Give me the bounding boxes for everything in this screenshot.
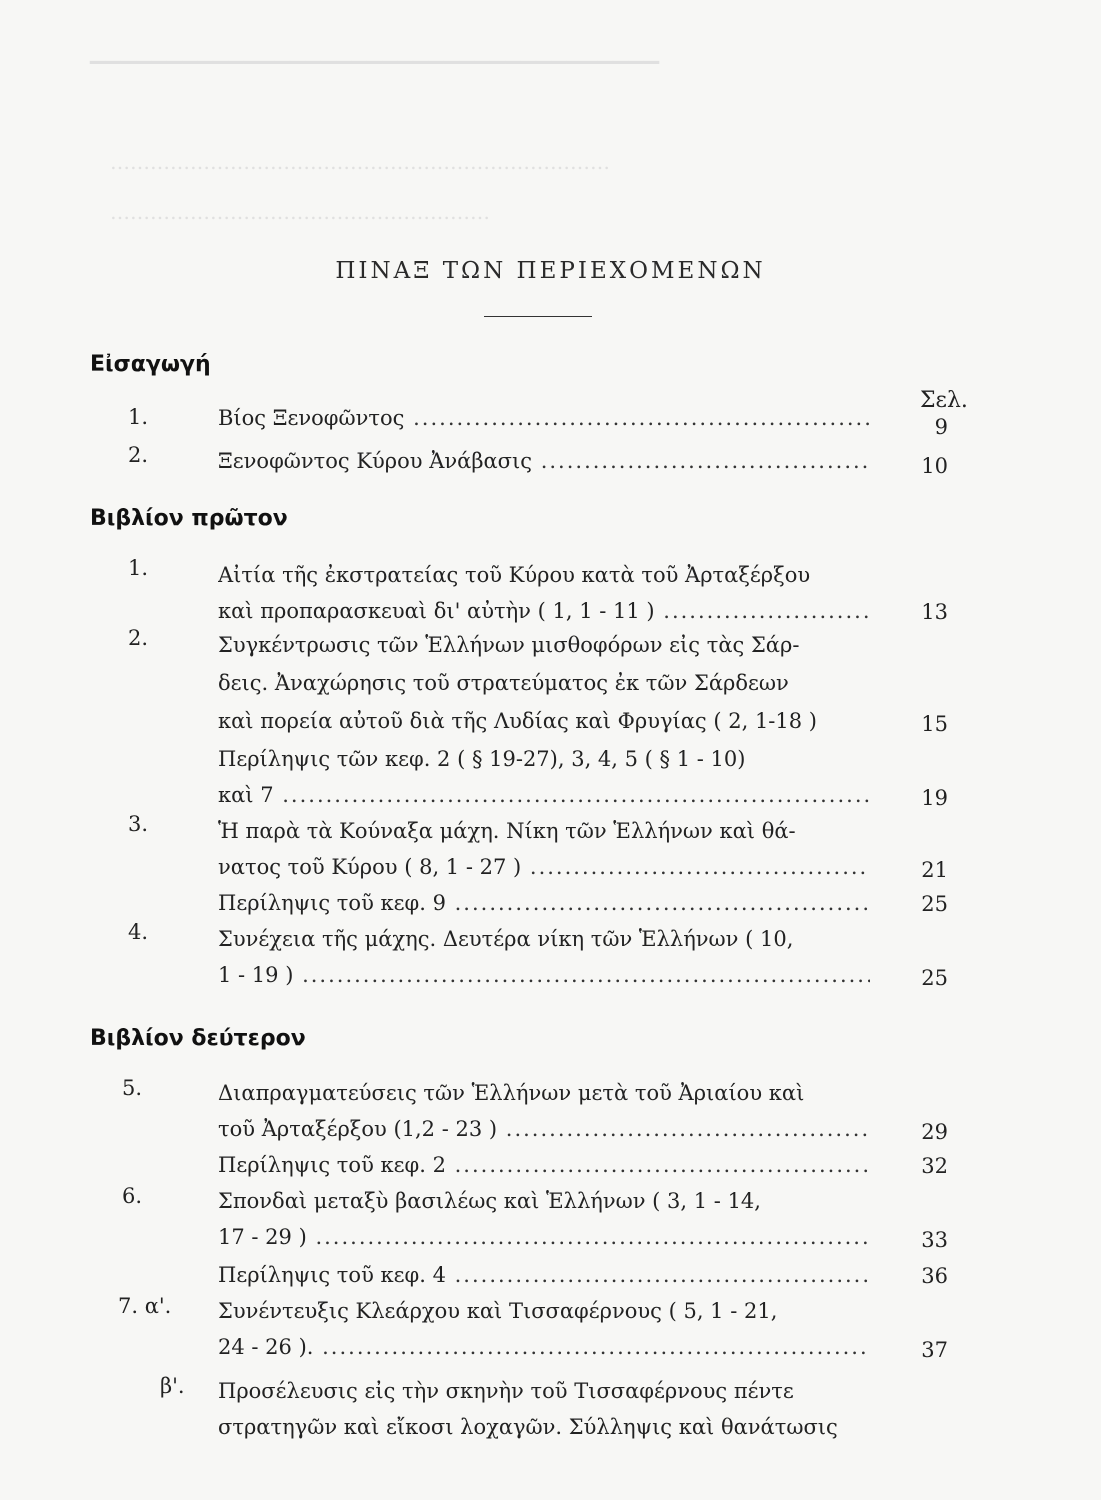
entry-line: 24 - 26 ). ..... — [218, 1332, 870, 1362]
entry-line: Συνέντευξις Κλεάρχου καὶ Τισσαφέρνους ( 5, 1 - 21, — [218, 1299, 778, 1323]
entry-page: 25 — [921, 892, 948, 916]
section-heading-book2: Βιβλίον δεύτερον — [90, 1026, 306, 1051]
entry-line: Διαπραγματεύσεις τῶν Ἑλλήνων μετὰ τοῦ Ἀριαίου καὶ — [218, 1081, 805, 1105]
bleed-through-decoration: ………………………………………………………………… — [110, 150, 610, 174]
section-heading-book1: Βιβλίον πρῶτον — [90, 506, 288, 531]
entry-line: Συνέχεια τῆς μάχης. Δευτέρα νίκη τῶν Ἑλλήνων ( 10, — [218, 927, 794, 951]
entry-line: δεις. Ἀναχώρησις τοῦ στρατεύματος ἐκ τῶν Σάρδεων — [218, 671, 789, 695]
entry-number: 2. — [128, 626, 149, 650]
entry-page: 21 — [921, 858, 948, 882]
entry-number: 6. — [122, 1184, 143, 1208]
entry-line: Περίληψις τοῦ κεφ. 9 ..... — [218, 888, 870, 918]
entry-line: Σπονδαὶ μεταξὺ βασιλέως καὶ Ἑλλήνων ( 3, 1 - 14, — [218, 1189, 761, 1213]
entry-page: 25 — [921, 966, 948, 990]
entry-page: 37 — [921, 1338, 948, 1362]
entry-number: β'. — [160, 1374, 185, 1398]
entry-line: Περίληψις τῶν κεφ. 2 ( § 19-27), 3, 4, 5 ( § 1 - 10) — [218, 747, 746, 771]
entry-page: 15 — [921, 712, 948, 736]
entry-number: 3. — [128, 812, 149, 836]
entry-number: 2. — [128, 443, 149, 467]
entry-line: Ξενοφῶντος Κύρου Ἀνάβασις ..... — [218, 446, 870, 476]
entry-page: 36 — [921, 1264, 948, 1288]
entry-number: 1. — [128, 405, 149, 429]
page-column-label: Σελ. — [920, 388, 968, 413]
entry-line: Ἡ παρὰ τὰ Κούναξα μάχη. Νίκη τῶν Ἑλλήνων καὶ θά- — [218, 819, 796, 843]
entry-line: καὶ προπαρασκευαὶ δι' αὐτὴν ( 1, 1 - 11 ) ..... — [218, 596, 870, 626]
entry-line: Βίος Ξενοφῶντος ..... — [218, 403, 870, 433]
entry-page: 19 — [921, 786, 948, 810]
entry-line: τοῦ Ἀρταξέρξου (1,2 - 23 ) ..... — [218, 1114, 870, 1144]
entry-page: 13 — [921, 600, 948, 624]
section-heading-intro: Εἰσαγωγή — [90, 352, 211, 377]
entry-number: 1. — [128, 556, 149, 580]
entry-line: νατος τοῦ Κύρου ( 8, 1 - 27 ) ..... — [218, 852, 870, 882]
entry-page: 9 — [934, 415, 948, 439]
entry-line: Περίληψις τοῦ κεφ. 2 ..... — [218, 1150, 870, 1180]
page-title: ΠΙΝΑΞ ΤΩΝ ΠΕΡΙΕΧΟΜΕΝΩΝ — [335, 258, 766, 284]
entry-line: καὶ πορεία αὐτοῦ διὰ τῆς Λυδίας καὶ Φρυγίας ( 2, 1-18 ) — [218, 709, 817, 733]
entry-page: 33 — [921, 1228, 948, 1252]
entry-line: καὶ 7 ..... — [218, 780, 870, 810]
entry-line: στρατηγῶν καὶ εἴκοσι λοχαγῶν. Σύλληψις καὶ θανάτωσις — [218, 1415, 838, 1439]
entry-page: 32 — [921, 1154, 948, 1178]
entry-line: 17 - 29 ) ..... — [218, 1222, 870, 1252]
entry-line: Συγκέντρωσις τῶν Ἑλλήνων μισθοφόρων εἰς τὰς Σάρ- — [218, 633, 800, 657]
entry-line: Προσέλευσις εἰς τὴν σκηνὴν τοῦ Τισσαφέρνους πέντε — [218, 1379, 794, 1403]
entry-number: 4. — [128, 920, 149, 944]
entry-page: 29 — [921, 1120, 948, 1144]
entry-page: 10 — [921, 454, 948, 478]
bleed-through-decoration: ▁▁▁▁▁▁▁▁▁▁▁▁▁▁▁▁▁▁▁▁▁▁▁▁▁▁▁▁▁▁▁▁▁▁▁▁▁ — [90, 40, 660, 64]
entry-line: Αἰτία τῆς ἐκστρατείας τοῦ Κύρου κατὰ τοῦ Ἀρταξέρξου — [218, 563, 811, 587]
entry-number: 5. — [122, 1076, 143, 1100]
entry-number: 7. α'. — [118, 1294, 172, 1318]
entry-line: Περίληψις τοῦ κεφ. 4 ..... — [218, 1260, 870, 1290]
bleed-through-decoration: ………………………………………………… — [110, 200, 490, 224]
title-underline — [484, 316, 592, 317]
entry-line: 1 - 19 ) ..... — [218, 960, 870, 990]
